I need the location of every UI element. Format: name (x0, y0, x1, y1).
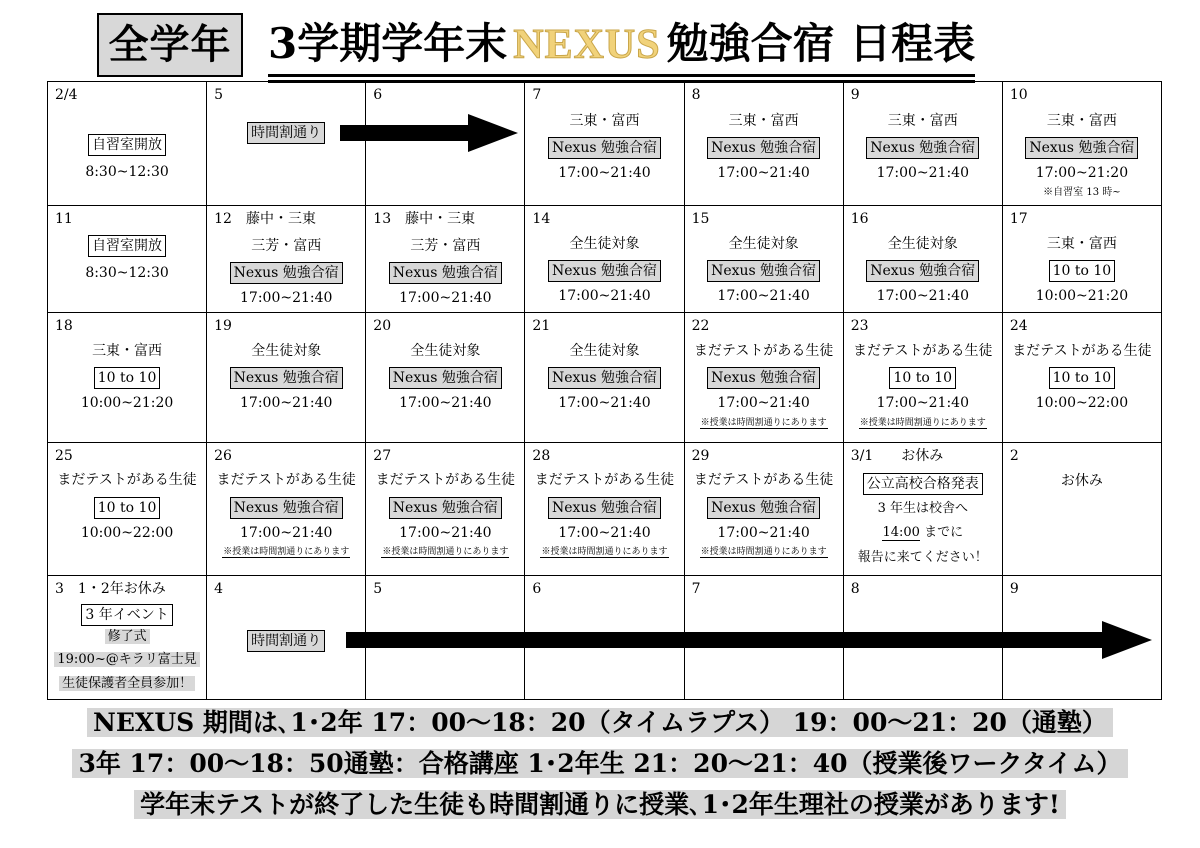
footer-line-1: NEXUS 期間は､1･2年 17：00～18：20（タイムラプス） 19：00～21：20（通塾） (87, 708, 1113, 737)
day-number: 16 (850, 211, 869, 227)
time-label: 10:00~21:20 (80, 395, 174, 411)
time-label: 17:00~21:40 (717, 395, 810, 411)
nexus-camp-label: Nexus 勉強合宿 (548, 367, 661, 389)
nexus-camp-label: Nexus 勉強合宿 (866, 137, 979, 159)
ten-to-ten-label: 10 to 10 (889, 367, 956, 389)
day-cell (207, 443, 366, 576)
target-label: まだテストがある生徒 (216, 472, 356, 488)
footer-line-3: 学年末テストが終了した生徒も時間割通りに授業､1･2年生理社の授業があります! (134, 790, 1066, 819)
nexus-camp-label: Nexus 勉強合宿 (389, 262, 502, 284)
time-label: 17:00~21:40 (558, 395, 651, 411)
schools-label: 三東・富西 (887, 113, 958, 129)
calendar-grid (47, 81, 1162, 700)
day-cell (366, 206, 525, 313)
footer-line-2: 3年 17：00～18：50通塾：合格講座 1･2年生 21：20～21：40（授業後ワークタイム） (72, 749, 1127, 778)
nexus-camp-label: Nexus 勉強合宿 (548, 497, 661, 519)
holiday-label: お休み (901, 448, 944, 464)
holiday-label: お休み (1060, 473, 1103, 489)
time-label: 17:00~21:40 (240, 290, 333, 306)
day-cell (844, 206, 1003, 313)
class-note: ※授業は時間割通りにあります (859, 418, 986, 428)
day-number: 24 (1009, 318, 1028, 334)
time-label: 17:00~21:40 (399, 290, 492, 306)
day-cell (1003, 443, 1162, 576)
nexus-camp-label: Nexus 勉強合宿 (230, 367, 343, 389)
target-label: 全生徒対象 (728, 236, 799, 252)
target-label: まだテストがある生徒 (853, 343, 993, 359)
target-label: まだテストがある生徒 (693, 472, 834, 488)
deadline-time: 14:00 (882, 525, 920, 540)
day-cell (525, 82, 684, 206)
time-label: 10:00~21:20 (1035, 288, 1129, 304)
nexus-camp-label: Nexus 勉強合宿 (389, 497, 502, 519)
nexus-camp-label: Nexus 勉強合宿 (707, 497, 820, 519)
schools-label: 藤中・三東 (405, 211, 476, 227)
day-cell (685, 206, 844, 313)
notice-line: 報告に来てください！ (857, 550, 988, 565)
day-number: 9 (1009, 581, 1019, 597)
day-number: 19 (214, 318, 232, 334)
day-number: 21 (532, 318, 551, 334)
regular-timetable-label: 時間割通り (247, 630, 325, 652)
time-label: 17:00~21:40 (558, 288, 651, 304)
time-label: 10:00~22:00 (1035, 395, 1129, 411)
title-suffix: 勉強合宿 日程表 (666, 19, 976, 68)
time-label: 8:30~12:30 (85, 164, 169, 180)
time-label: 17:00~21:40 (558, 165, 651, 181)
day-cell (844, 443, 1003, 576)
schools-label: 三東・富西 (92, 343, 163, 359)
day-cell (685, 443, 844, 576)
time-label: 17:00~21:40 (240, 525, 333, 541)
time-label: 17:00~21:40 (399, 525, 492, 541)
event-label: 3 年イベント (81, 604, 172, 626)
target-label: 全生徒対象 (569, 236, 640, 252)
schools-label: 三芳・富西 (410, 238, 481, 254)
class-note: ※授業は時間割通りにあります (223, 547, 350, 557)
time-label: 17:00~21:40 (876, 165, 969, 181)
target-label: 全生徒対象 (887, 236, 958, 252)
schools-label: 三東・富西 (569, 113, 640, 129)
day-number: 28 (532, 448, 551, 464)
day-cell (48, 576, 207, 700)
day-number: 2/4 (55, 87, 78, 103)
study-room-note: ※自習室 13 時~ (1043, 187, 1121, 198)
day-cell (207, 576, 366, 700)
day-cell (48, 82, 207, 206)
class-note: ※授業は時間割通りにあります (700, 547, 827, 557)
time-label: 17:00~21:40 (876, 288, 969, 304)
day-number: 15 (691, 211, 710, 227)
target-label: 全生徒対象 (251, 343, 322, 359)
event-time-place: 19:00~@キラリ富士見 (54, 652, 199, 667)
ten-to-ten-label: 10 to 10 (1049, 367, 1116, 389)
nexus-camp-label: Nexus 勉強合宿 (866, 260, 979, 282)
title-underline (268, 74, 975, 77)
day-number: 9 (850, 87, 860, 103)
day-cell (48, 313, 207, 443)
day-number: 8 (850, 581, 860, 597)
day-number: 13 (373, 211, 392, 227)
day-number: 17 (1009, 211, 1028, 227)
day-cell (48, 206, 207, 313)
attendance-note: 生徒保護者全員参加！ (59, 676, 195, 691)
day-cell (844, 313, 1003, 443)
arrow-right-icon (340, 114, 518, 152)
day-number: 12 (214, 211, 232, 227)
ten-to-ten-label: 10 to 10 (94, 497, 161, 519)
ten-to-ten-label: 10 to 10 (1049, 260, 1116, 282)
day-number: 8 (691, 87, 701, 103)
open-study-room-label: 自習室開放 (88, 134, 166, 156)
day-cell (1003, 313, 1162, 443)
page-title (268, 14, 975, 74)
nexus-camp-label: Nexus 勉強合宿 (1025, 137, 1138, 159)
day-number: 27 (373, 448, 392, 464)
day-number: 6 (532, 581, 542, 597)
day-number: 7 (532, 87, 542, 103)
day-number: 3 (55, 581, 64, 597)
day-number: 10 (1009, 87, 1028, 103)
day-number: 25 (55, 448, 73, 464)
schools-label: 三東・富西 (728, 113, 799, 129)
day-cell (207, 206, 366, 313)
day-number: 2 (1009, 448, 1019, 464)
title-brand: NEXUS (513, 22, 661, 68)
nexus-camp-label: Nexus 勉強合宿 (548, 260, 661, 282)
day-cell (525, 443, 684, 576)
target-label: まだテストがある生徒 (693, 343, 834, 359)
class-note: ※授業は時間割通りにあります (382, 547, 509, 557)
day-number: 26 (214, 448, 232, 464)
time-label: 17:00~21:40 (717, 165, 810, 181)
regular-timetable-label: 時間割通り (247, 122, 325, 144)
open-study-room-label: 自習室開放 (88, 235, 166, 257)
time-label: 17:00~21:20 (1035, 165, 1129, 181)
nexus-camp-label: Nexus 勉強合宿 (230, 262, 343, 284)
holiday-label: 1・2年お休み (77, 581, 166, 597)
target-label: 全生徒対象 (569, 343, 640, 359)
day-cell (525, 313, 684, 443)
time-label: 8:30~12:30 (85, 265, 169, 281)
nexus-camp-label: Nexus 勉強合宿 (707, 367, 820, 389)
day-number: 11 (55, 211, 73, 227)
day-number: 22 (691, 318, 710, 334)
day-cell (366, 443, 525, 576)
day-cell (207, 313, 366, 443)
ten-to-ten-label: 10 to 10 (94, 367, 161, 389)
day-cell (1003, 82, 1162, 206)
day-number: 5 (373, 581, 383, 597)
day-cell (366, 313, 525, 443)
nexus-camp-label: Nexus 勉強合宿 (389, 367, 502, 389)
time-label: 17:00~21:40 (558, 525, 651, 541)
day-cell (48, 443, 207, 576)
day-number: 6 (373, 87, 383, 103)
schools-label: 三東・富西 (1046, 113, 1117, 129)
day-number: 7 (691, 581, 701, 597)
nexus-camp-label: Nexus 勉強合宿 (230, 497, 343, 519)
day-number: 4 (214, 581, 224, 597)
title-prefix: 3学期学年末 (268, 19, 508, 68)
time-label: 17:00~21:40 (399, 395, 492, 411)
day-number: 23 (850, 318, 869, 334)
day-number: 29 (691, 448, 710, 464)
schools-label: 三東・富西 (1046, 236, 1117, 252)
day-cell (1003, 206, 1162, 313)
day-number: 20 (373, 318, 392, 334)
class-note: ※授業は時間割通りにあります (700, 418, 827, 428)
arrow-right-icon (346, 621, 1152, 659)
exam-results-label: 公立高校合格発表 (863, 473, 983, 495)
day-cell (525, 206, 684, 313)
target-label: まだテストがある生徒 (1012, 343, 1152, 359)
target-label: まだテストがある生徒 (375, 472, 516, 488)
time-label: 17:00~21:40 (876, 395, 969, 411)
nexus-camp-label: Nexus 勉強合宿 (707, 137, 820, 159)
nexus-camp-label: Nexus 勉強合宿 (707, 260, 820, 282)
schools-label: 藤中・三東 (245, 211, 316, 227)
day-cell (685, 82, 844, 206)
schools-label: 三芳・富西 (251, 238, 322, 254)
grade-tag: 全学年 (97, 13, 243, 77)
day-number: 14 (532, 211, 551, 227)
time-label: 17:00~21:40 (717, 525, 810, 541)
day-number: 3/1 (850, 448, 874, 464)
time-label: 17:00~21:40 (240, 395, 333, 411)
time-label: 10:00~22:00 (80, 525, 174, 541)
time-label: 17:00~21:40 (717, 288, 810, 304)
day-number: 5 (214, 87, 224, 103)
day-cell (844, 82, 1003, 206)
target-label: まだテストがある生徒 (57, 472, 197, 488)
notice-line: までに (924, 525, 964, 540)
day-cell (685, 313, 844, 443)
notice-line: 3 年生は校舎へ (877, 501, 968, 516)
ceremony-label: 修了式 (105, 629, 150, 644)
target-label: 全生徒対象 (410, 343, 481, 359)
class-note: ※授業は時間割通りにあります (541, 547, 668, 557)
nexus-camp-label: Nexus 勉強合宿 (548, 137, 661, 159)
day-number: 18 (55, 318, 73, 334)
target-label: まだテストがある生徒 (534, 472, 675, 488)
